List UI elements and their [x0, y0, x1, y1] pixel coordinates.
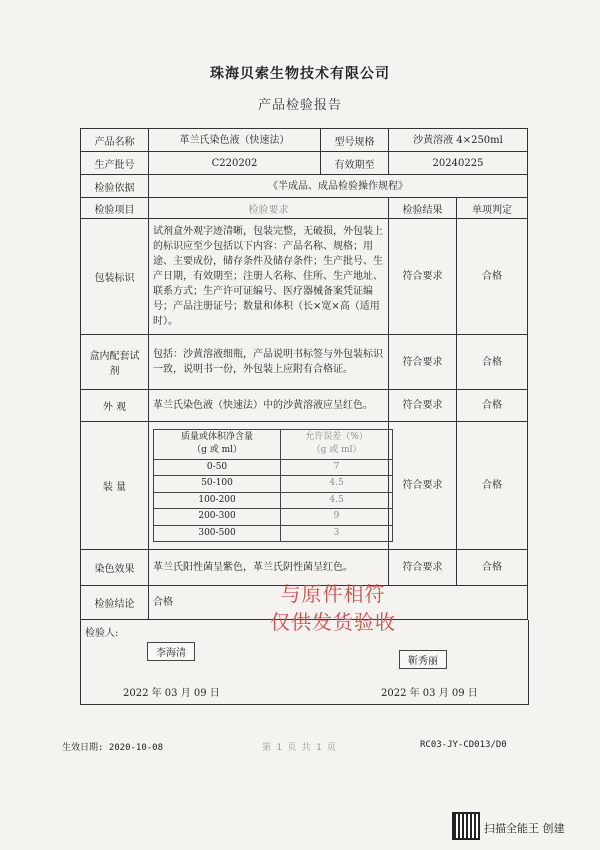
volume-range: 50-100 — [154, 476, 281, 493]
column-requirement: 检验要求 — [149, 198, 389, 219]
row-result: 符合要求 — [389, 421, 457, 550]
row-item: 盒内配套试剂 — [81, 335, 149, 390]
row-result: 符合要求 — [389, 219, 457, 335]
batch-value: C220202 — [149, 152, 321, 175]
basis-value: 《半成品、成品检验操作规程》 — [149, 175, 528, 198]
row-judgement: 合格 — [457, 335, 528, 390]
row-requirement: 革兰氏阳性菌呈紫色，革兰氏阴性菌呈红色。 — [149, 550, 389, 586]
scanner-watermark: 扫描全能王 创建 — [484, 822, 565, 835]
volume-row — [154, 492, 393, 509]
row-item: 包装标识 — [81, 219, 149, 335]
column-item: 检验项目 — [81, 198, 149, 219]
company-name: 珠海贝索生物技术有限公司 — [210, 66, 390, 82]
batch-label: 生产批号 — [81, 152, 149, 175]
row-requirement: 革兰氏染色液（快速法）中的沙黄溶液应呈红色。 — [149, 389, 389, 421]
expiry-value: 20240225 — [389, 152, 528, 175]
volume-tolerance: 3 — [281, 525, 393, 542]
stamp-line-1: 与原件相符 — [280, 582, 386, 606]
effective-date: 生效日期: 2020-10-08 — [62, 743, 164, 753]
column-result: 检验结果 — [389, 198, 457, 219]
product-name-label: 产品名称 — [81, 129, 149, 152]
stamp-line-2: 仅供发货验收 — [270, 610, 396, 634]
table-row — [81, 335, 528, 390]
volume-row — [154, 525, 393, 542]
product-name-value: 革兰氏染色液（快速法） — [149, 129, 321, 152]
row-item: 外 观 — [81, 389, 149, 421]
table-row — [81, 421, 528, 550]
signoff-section — [80, 620, 529, 705]
reviewer-date: 2022 年 03 月 09 日 — [381, 688, 478, 699]
inspector-label: 检验人: — [85, 628, 119, 639]
volume-range: 0-50 — [154, 459, 281, 476]
conclusion-label: 检验结论 — [81, 586, 149, 620]
volume-range: 200-300 — [154, 509, 281, 526]
volume-tolerance: 7 — [281, 459, 393, 476]
table-row — [81, 219, 528, 335]
row-judgement: 合格 — [457, 421, 528, 550]
basis-label: 检验依据 — [81, 175, 149, 198]
row-result: 符合要求 — [389, 550, 457, 586]
volume-tolerance: 4.5 — [281, 492, 393, 509]
row-result: 符合要求 — [389, 335, 457, 390]
row-result: 符合要求 — [389, 389, 457, 421]
row-judgement: 合格 — [457, 389, 528, 421]
volume-range: 300-500 — [154, 525, 281, 542]
page-number: 第 1 页 共 1 页 — [262, 743, 336, 753]
conclusion-value: 合格 — [149, 586, 528, 620]
model-spec-label: 型号规格 — [321, 129, 389, 152]
row-judgement: 合格 — [457, 219, 528, 335]
report-title: 产品检验报告 — [257, 98, 342, 113]
volume-head-right: 允许误差（%） （g 或 ml） — [281, 429, 393, 459]
reviewer-signature: 靳秀丽 — [399, 650, 447, 669]
volume-row — [154, 459, 393, 476]
qr-code-icon — [452, 812, 480, 840]
document-code: RC03-JY-CD013/D0 — [420, 740, 507, 750]
volume-row — [154, 509, 393, 526]
inspection-report-table — [80, 128, 528, 620]
model-spec-value: 沙黄溶液 4×250ml — [389, 129, 528, 152]
row-requirement: 试剂盒外观字迹清晰，包装完整，无破损，外包装上的标识应至少包括以下内容：产品名称、规格；用途、主要成份，储存条件及储存条件；生产批号、生产日期，有效期至；注册人名称、住所、生产地址、联系方式；生产许可证编号、医疗器械备案凭证编号；产品注册证号；数量和体积（长×宽×高（适用时）。 — [149, 219, 389, 335]
volume-head-left: 质量或体积净含量 （g 或 ml） — [154, 429, 281, 459]
volume-cell — [149, 421, 389, 550]
inspector-signature: 李海清 — [147, 642, 195, 661]
row-judgement: 合格 — [457, 550, 528, 586]
volume-tolerance: 9 — [281, 509, 393, 526]
inspector-date: 2022 年 03 月 09 日 — [123, 688, 220, 699]
row-item: 装 量 — [81, 421, 149, 550]
volume-tolerance: 4.5 — [281, 476, 393, 493]
column-judgement: 单项判定 — [457, 198, 528, 219]
table-row — [81, 389, 528, 421]
volume-tolerance-table — [153, 429, 393, 543]
volume-row — [154, 476, 393, 493]
volume-range: 100-200 — [154, 492, 281, 509]
row-requirement: 包括：沙黄溶液细瓶，产品说明书标签与外包装标识一致，说明书一份，外包装上应附有合格证。 — [149, 335, 389, 390]
expiry-label: 有效期至 — [321, 152, 389, 175]
row-item: 染色效果 — [81, 550, 149, 586]
